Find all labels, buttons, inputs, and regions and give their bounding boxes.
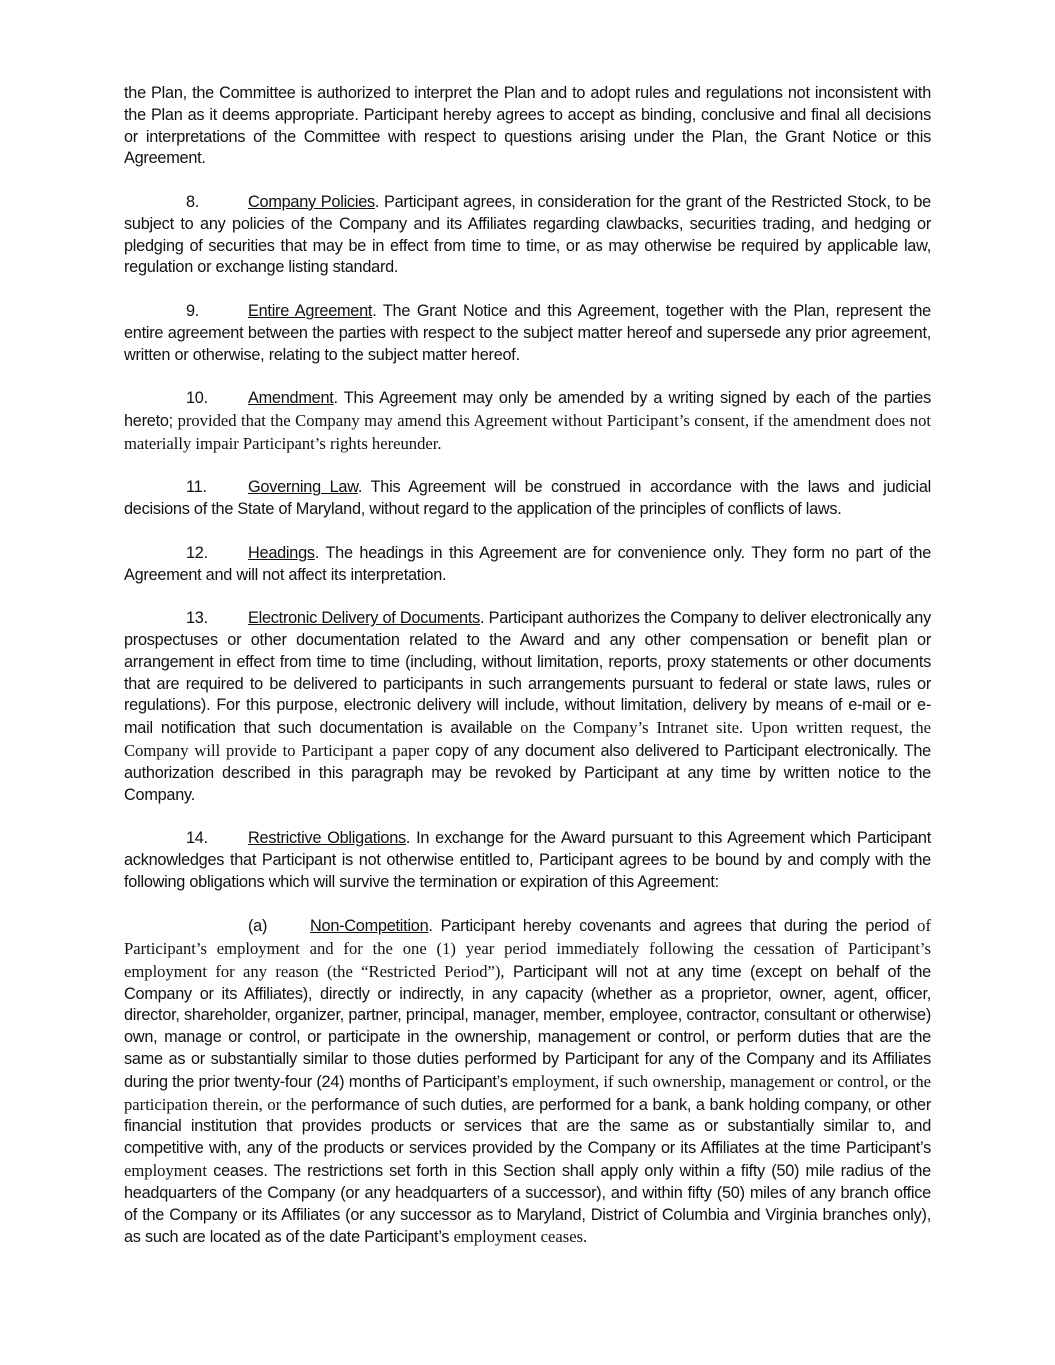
section-heading: Company Policies (248, 192, 375, 211)
subsection-number: (a) (248, 917, 268, 936)
section-10 (124, 388, 931, 455)
document-page (124, 83, 931, 1271)
section-heading: Amendment (248, 389, 334, 408)
section-number: 9. (186, 301, 200, 320)
subsection-serif-2: employment, if such ownership, management or control, or the participation therein, or the (124, 1071, 931, 1114)
section-number: 14. (186, 829, 208, 848)
intro-paragraph (124, 83, 931, 170)
section-heading: Restrictive Obligations (248, 829, 406, 848)
section-number: 13. (186, 609, 208, 628)
section-heading: Electronic Delivery of Documents (248, 609, 480, 628)
section-body: . Participant agrees, in consideration for the grant of the Restricted Stock, to be subject to any policies of the Company and its Affiliates regarding clawbacks, securities trading, and hedging or pledging of securities that may be in effect from time to time, or as may otherwise be required by applicable law, regulation or exchange listing standard. (124, 192, 931, 277)
subsection-a (124, 915, 931, 1249)
section-heading: Entire Agreement (248, 301, 373, 320)
section-heading: Headings (248, 543, 315, 562)
subsection-serif-3: employment (124, 1161, 207, 1181)
section-body: . This Agreement will be construed in accordance with the laws and judicial decisions of the State of Maryland, without regard to the application of the principles of conflicts of laws. (124, 478, 931, 519)
subsection-heading: Non-Competition (310, 917, 429, 936)
subsection-body-1: . Participant hereby covenants and agrees that during the period (428, 917, 918, 936)
subsection-body-4: ceases. The restrictions set forth in this Section shall apply only within a fifty (50) mile radius of the headquarters of the Company (or any headquarters of a successor), and within fifty (50) miles of any branch office of the Company or its Affiliates (or any successor as to Maryland, District of Columbia and Virginia branches only), as such are located as of the date Participant’s (124, 1162, 931, 1247)
section-body: . This Agreement may only be amended by a writing signed by each of the parties hereto; (124, 389, 931, 430)
section-11 (124, 477, 931, 521)
section-number: 11. (186, 478, 207, 497)
section-14 (124, 828, 931, 893)
subsection-body-2: Participant will not at any time (except on behalf of the Company or its Affiliates), directly or indirectly, in any capacity (whether as a proprietor, owner, agent, officer, director, shareholder, organizer, partner, principal, manager, member, employee, contractor, consultant or otherwise) own, manage or control, or participate in the ownership, management or control, or perform duties that are the same as or substantially similar to those duties performed by Participant for any of the Company and its Affiliates during the prior twenty-four (24) months of Participant’s (124, 962, 931, 1091)
subsection-serif-1: of Participant’s employment and for the one (1) year period immediately following the cessation of Participant’s employment for any reason (the “Restricted Period”), (124, 916, 931, 981)
section-9 (124, 301, 931, 366)
section-number: 8. (186, 192, 200, 211)
section-body: . The headings in this Agreement are for convenience only. They form no part of the Agreement and will not affect its interpretation. (124, 543, 931, 584)
section-body: . The Grant Notice and this Agreement, together with the Plan, represent the entire agreement between the parties with respect to the subject matter hereof and supersede any prior agreement, written or otherwise, relating to the subject matter hereof. (124, 301, 931, 364)
section-body-end: copy of any document also delivered to Participant electronically. The authorization described in this paragraph may be revoked by Participant at any time by written notice to the Company. (124, 741, 931, 804)
section-body-serif: provided that the Company may amend this Agreement without Participant’s consent, if the amendment does not materially impair Participant’s rights hereunder. (124, 410, 932, 453)
section-body: . In exchange for the Award pursuant to this Agreement which Participant acknowledges that Participant is not otherwise entitled to, Participant agrees to be bound by and comply with the following obligations which will survive the termination or expiration of this Agreement: (124, 829, 931, 891)
section-8 (124, 192, 931, 279)
section-number: 12. (186, 543, 208, 562)
subsection-body-3: performance of such duties, are performed for a bank, a bank holding company, or other financial institution that provides products or services that are the same as or substantially similar to, and competitive with, any of the products or services provided by the Company or its Affiliates at the time Participant’s (124, 1095, 931, 1158)
intro-text: the Plan, the Committee is authorized to interpret the Plan and to adopt rules and regulations not inconsistent with the Plan as it deems appropriate. Participant hereby agrees to accept as binding, conclusive and final all decisions or interpretations of the Committee with respect to questions arising under the Plan, the Grant Notice or this Agreement. (124, 84, 931, 168)
section-13 (124, 608, 931, 806)
section-body: . Participant authorizes the Company to deliver electronically any prospectuses or other documentation related to the Award and any other compensation or benefit plan or arrangement in effect from time to time (including, without limitation, reports, proxy statements or other documents that are required to be delivered to participants in such arrangements pursuant to federal or state laws, rules or regulations). For this purpose, electronic delivery will include, without limitation, delivery by means of e-mail or e-mail notification that such documentation is available (124, 609, 931, 738)
section-heading: Governing Law (248, 478, 358, 497)
subsection-serif-4: employment ceases. (453, 1227, 588, 1247)
section-12 (124, 543, 931, 587)
section-body-serif: on the Company’s Intranet site. Upon written request, the Company will provide to Participant a paper (124, 718, 931, 760)
section-number: 10. (186, 389, 208, 408)
